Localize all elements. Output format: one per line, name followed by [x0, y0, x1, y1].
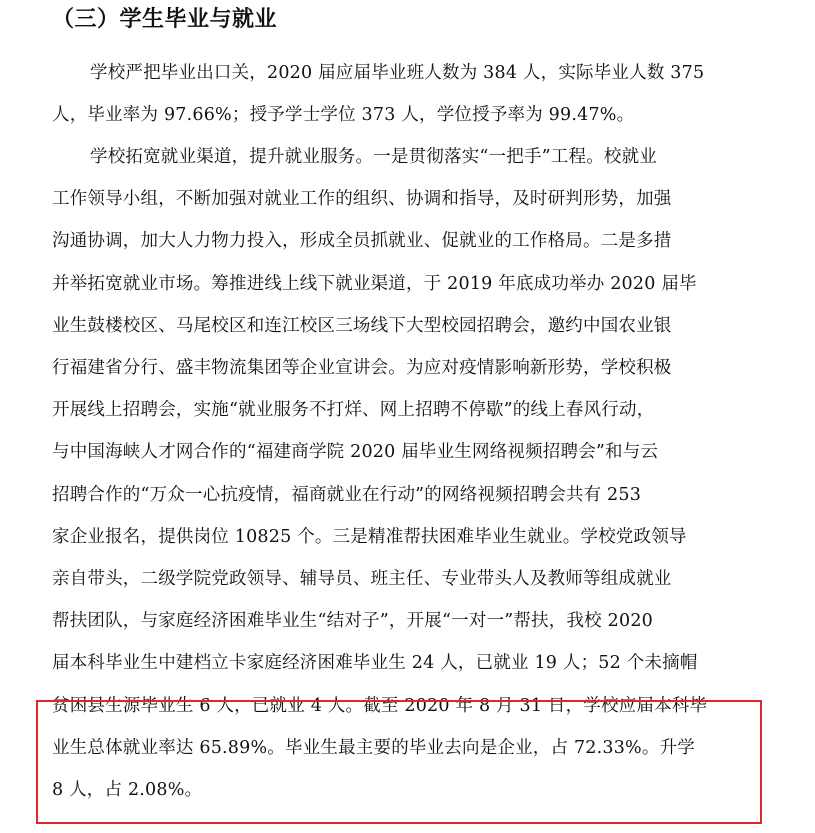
paragraph-line: 贫困县生源毕业生 6 人，已就业 4 人。截至 2020 年 8 月 31 日，学校应届本科毕	[52, 696, 708, 716]
paragraph-line: 沟通协调，加大人力物力投入，形成全员抓就业、促就业的工作格局。二是多措	[52, 231, 672, 251]
paragraph-line: 家企业报名，提供岗位 10825 个。三是精准帮扶困难毕业生就业。学校党政领导	[52, 527, 687, 547]
paragraph-line: 业生总体就业率达 65.89%。毕业生最主要的毕业去向是企业，占 72.33%。升学	[52, 738, 695, 758]
paragraph-line: 届本科毕业生中建档立卡家庭经济困难毕业生 24 人，已就业 19 人；52 个未摘帽	[52, 653, 698, 673]
paragraph-line: 与中国海峡人才网合作的“福建商学院 2020 届毕业生网络视频招聘会”和与云	[52, 442, 659, 462]
highlight-box	[36, 700, 762, 824]
paragraph-line: 学校拓宽就业渠道，提升就业服务。一是贯彻落实“一把手”工程。校就业	[90, 147, 657, 167]
paragraph-line: 学校严把毕业出口关，2020 届应届毕业班人数为 384 人，实际毕业人数 375	[90, 63, 705, 83]
paragraph-line: 开展线上招聘会，实施“就业服务不打烊、网上招聘不停歇”的线上春风行动，	[52, 400, 655, 420]
paragraph-line: 帮扶团队，与家庭经济困难毕业生“结对子”，开展“一对一”帮扶，我校 2020	[52, 611, 653, 631]
paragraph-line: 8 人，占 2.08%。	[52, 780, 203, 800]
paragraph-line: 亲自带头，二级学院党政领导、辅导员、班主任、专业带头人及教师等组成就业	[52, 569, 672, 589]
paragraph-line: 工作领导小组，不断加强对就业工作的组织、协调和指导，及时研判形势，加强	[52, 189, 672, 209]
paragraph-line: 招聘合作的“万众一心抗疫情，福商就业在行动”的网络视频招聘会共有 253	[52, 485, 642, 505]
paragraph-line: 行福建省分行、盛丰物流集团等企业宣讲会。为应对疫情影响新形势，学校积极	[52, 358, 672, 378]
paragraph-line: 并举拓宽就业市场。筹推进线上线下就业渠道，于 2019 年底成功举办 2020 届毕	[52, 274, 697, 294]
paragraph-line: 业生鼓楼校区、马尾校区和连江校区三场线下大型校园招聘会，邀约中国农业银	[52, 316, 672, 336]
paragraph-line: 人，毕业率为 97.66%；授予学士学位 373 人，学位授予率为 99.47%。	[52, 105, 635, 125]
section-heading: （三）学生毕业与就业	[52, 7, 278, 32]
